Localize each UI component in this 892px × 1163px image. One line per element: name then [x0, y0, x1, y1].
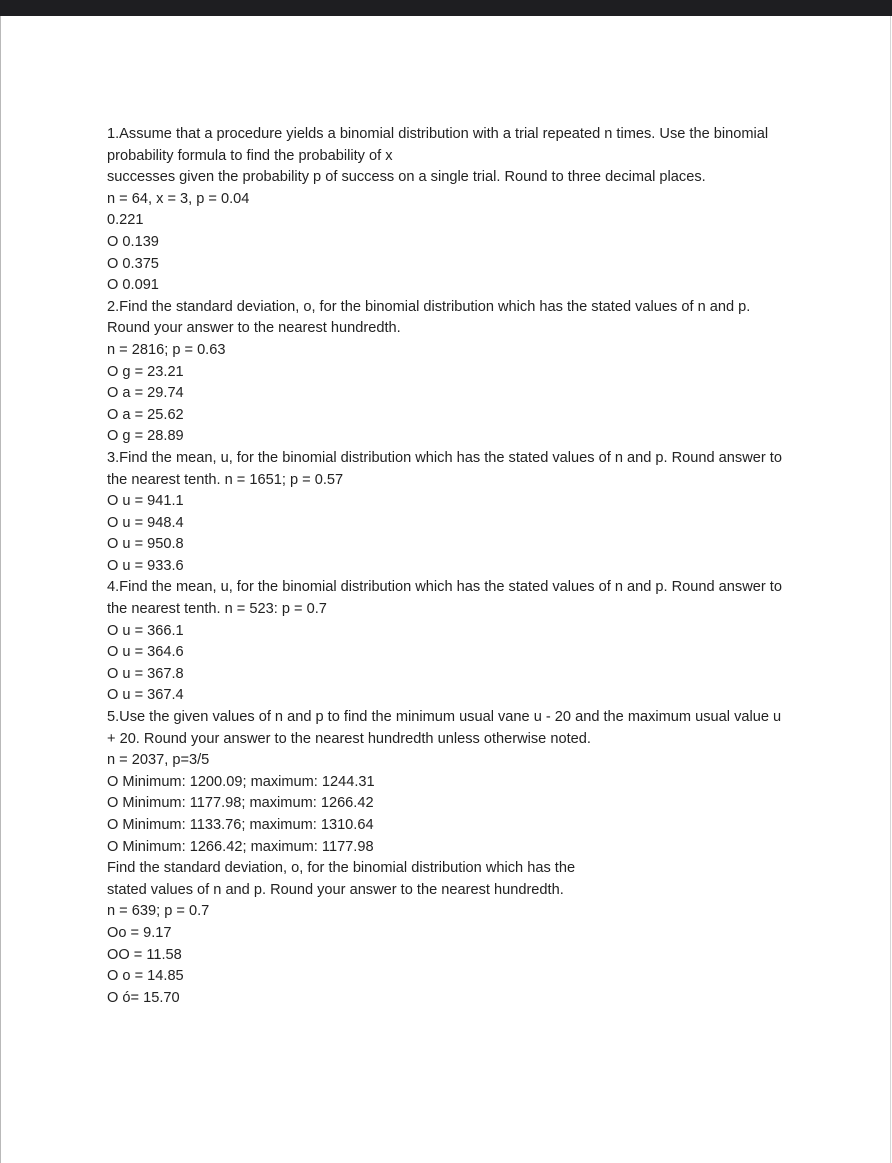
q3-option-3[interactable]: O u = 950.8 [107, 536, 184, 553]
q6-prompt-line-2: stated values of n and p. Round your answer to the nearest hundredth. [107, 881, 564, 898]
q5-option-3[interactable]: O Minimum: 1133.76; maximum: 1310.64 [107, 817, 374, 833]
q1-option-1[interactable]: 0.221 [107, 212, 144, 229]
document-body [107, 124, 791, 1009]
q6-option-4[interactable]: O ó= 15.70 [107, 989, 180, 1006]
q1-option-3[interactable]: O 0.375 [107, 255, 159, 272]
q3-option-1[interactable]: O u = 941.1 [107, 493, 184, 510]
q2-option-2[interactable]: O a = 29.74 [107, 385, 184, 402]
q2-option-1[interactable]: O g = 23.21 [107, 363, 184, 380]
q1-option-2[interactable]: O 0.139 [107, 233, 159, 250]
q5-option-2[interactable]: O Minimum: 1177.98; maximum: 1266.42 [107, 795, 374, 812]
top-bar [0, 0, 892, 16]
q4-option-2[interactable]: O u = 364.6 [107, 644, 184, 661]
q5-option-4[interactable]: O Minimum: 1266.42; maximum: 1177.98 [107, 838, 374, 855]
q3-option-4[interactable]: O u = 933.6 [107, 557, 184, 574]
q6-option-1[interactable]: Oo = 9.17 [107, 924, 172, 941]
q1-option-4[interactable]: O 0.091 [107, 277, 159, 294]
q2-option-3[interactable]: O a = 25.62 [107, 406, 184, 423]
q1-given: n = 64, x = 3, p = 0.04 [107, 190, 250, 207]
page-left-edge [0, 16, 1, 1163]
q6-given: n = 639; p = 0.7 [107, 903, 210, 920]
q4-prompt: 4.Find the mean, u, for the binomial distribution which has the stated values of n and p. Round answer to the nearest tenth. n = 523: p = 0.7 [107, 579, 782, 618]
q4-option-3[interactable]: O u = 367.8 [107, 665, 184, 682]
q6-option-2[interactable]: OO = 11.58 [107, 946, 182, 963]
q2-option-4[interactable]: O g = 28.89 [107, 428, 184, 445]
q4-option-1[interactable]: O u = 366.1 [107, 622, 184, 639]
q3-prompt: 3.Find the mean, u, for the binomial distribution which has the stated values of n and p. Round answer to the nearest tenth. n = 1651; p = 0.57 [107, 449, 782, 488]
q4-option-4[interactable]: O u = 367.4 [107, 687, 184, 704]
q1-prompt-continued: successes given the probability p of success on a single trial. Round to three decimal places. [107, 169, 706, 186]
q5-option-1[interactable]: O Minimum: 1200.09; maximum: 1244.31 [107, 773, 375, 790]
page-right-edge [890, 16, 891, 1163]
q5-prompt: 5.Use the given values of n and p to find the minimum usual vane u - 20 and the maximum usual value u + 20. Round your answer to the nearest hundredth unless otherwise noted. [107, 709, 782, 747]
q1-prompt: 1.Assume that a procedure yields a binomial distribution with a trial repeated n times. Use the binomial probability formula to find the probability of x [107, 126, 769, 164]
q2-given: n = 2816; p = 0.63 [107, 341, 226, 358]
q2-prompt: 2.Find the standard deviation, o, for the binomial distribution which has the stated values of n and p. Round your answer to the nearest hundredth. [107, 298, 751, 337]
q5-given: n = 2037, p=3/5 [107, 752, 210, 769]
q6-option-3[interactable]: O o = 14.85 [107, 968, 184, 985]
q6-prompt-line-1: Find the standard deviation, o, for the binomial distribution which has the [107, 860, 576, 877]
q3-option-2[interactable]: O u = 948.4 [107, 514, 184, 531]
